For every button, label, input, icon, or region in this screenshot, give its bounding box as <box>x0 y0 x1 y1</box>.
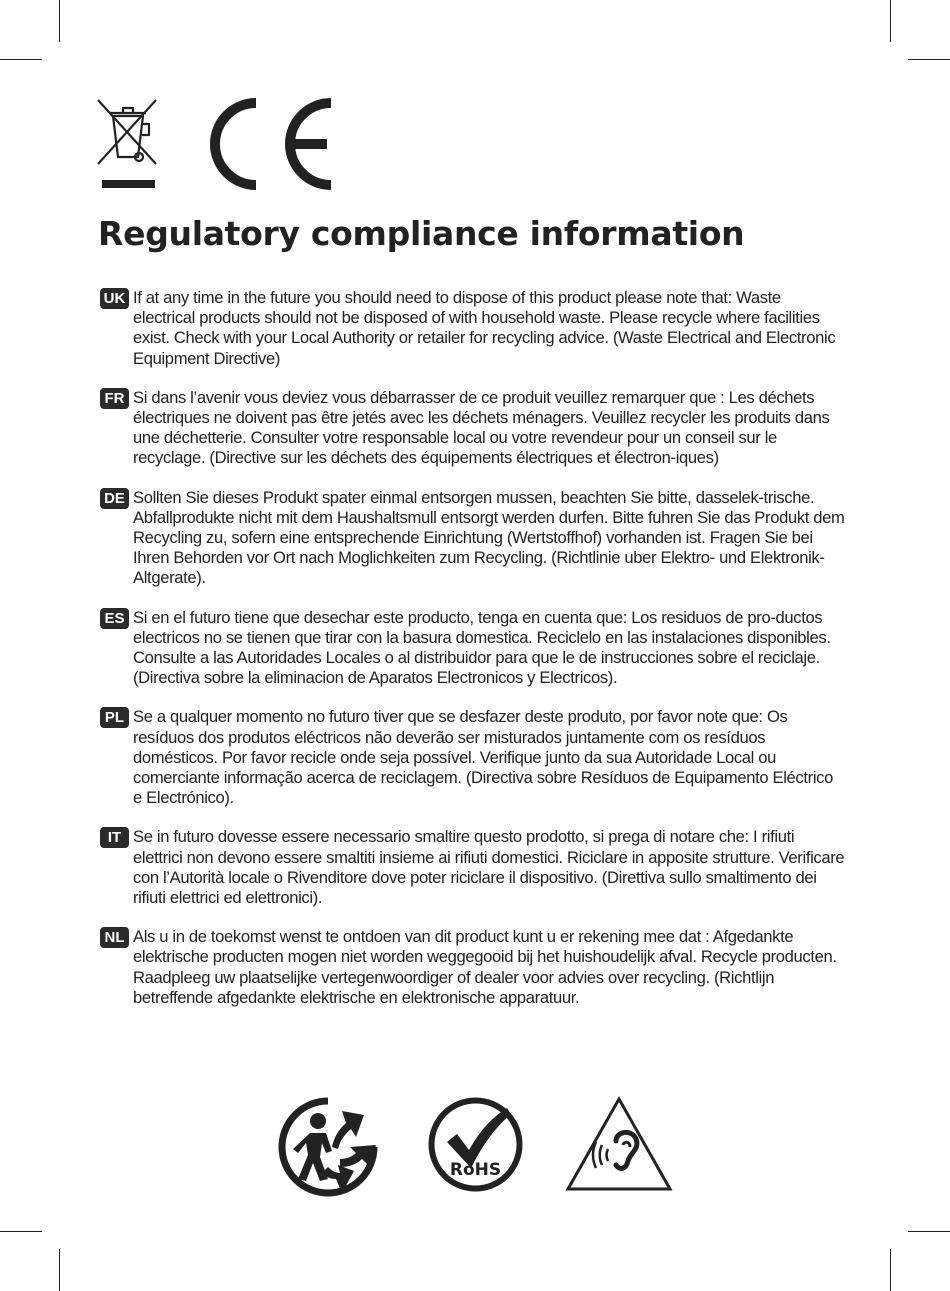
entry-pl <box>100 707 845 808</box>
entry-text: Si en el futuro tiene que desechar este producto, tenga en cuenta que: Los residuos de pro-ductos electricos no se tienen que tirar con la basura domestica. Reciclelo en las instalaciones disponibles. Consulte a las Autoridades Locales o al distribuidor para que le de instrucciones sobre el reciclaje. (Directiva sobre la eliminacion de Aparatos Electronicos y Electricos). <box>133 607 831 688</box>
language-badge: PL <box>100 707 129 728</box>
entry-fr <box>100 388 845 469</box>
entry-text: If at any time in the future you should need to dispose of this product please note that: Waste electrical products should not be disposed of with household waste. Please recycle where facilities exist. Check with your Local Authority or retailer for recycling advice. (Waste Electrical and Electronic Equipment Directive) <box>133 288 836 368</box>
language-badge: DE <box>100 488 129 509</box>
language-badge: FR <box>100 388 129 409</box>
crop-mark <box>0 59 42 60</box>
entry-de <box>100 488 845 589</box>
language-badge: NL <box>100 927 129 948</box>
entry-es <box>100 608 845 689</box>
compliance-entries <box>100 288 845 1027</box>
crop-mark <box>59 0 60 42</box>
entry-text: Als u in de toekomst wenst te ontdoen van dit product kunt u er rekening mee dat : Afgedankte elektrische producten mogen niet worden weggegooid bij het huishoudelijk afval. Recycle producten. Raadpleeg uw plaatselijke vertegenwoordiger of dealer voor advies over recycling. (Richtlijn betreffende afgedankte elektrische en elektronische apparatuur. <box>133 927 837 1007</box>
entry-it <box>100 827 845 908</box>
entry-text: Si dans l’avenir vous deviez vous débarrasser de ce produit veuillez remarquer que : Les déchets électriques ne doivent pas être jetés avec les déchets ménagers. Veuillez recycler les produits dans une déchetterie. Consulter votre responsable local ou votre revendeur pour un conseil sur le recyclage. (Directive sur les déchets des équipements électriques et électron-iques) <box>133 387 830 468</box>
crop-mark <box>890 1249 891 1291</box>
crop-mark <box>908 59 950 60</box>
entry-text: Se in futuro dovesse essere necessario smaltire questo prodotto, si prega di notare che: I rifiuti elettrici non devono essere smaltiti insieme ai rifiuti domestici. Riciclare in apposite strutture. Verificare con l’Autorità locale o Rivenditore dove poter riciclare il dispositivo. (Direttiva sullo smaltimento dei rifiuti elettrici ed elettronici). <box>133 827 845 908</box>
language-badge: IT <box>100 827 129 848</box>
certification-icons <box>0 1093 950 1203</box>
hearing-warning-icon <box>564 1095 674 1193</box>
crop-mark <box>0 1231 42 1232</box>
entry-nl <box>100 927 845 1008</box>
triman-recycling-icon <box>276 1095 380 1199</box>
page-title: Regulatory compliance information <box>98 214 745 253</box>
crop-mark <box>890 0 891 42</box>
rohs-label: RoHS <box>449 1160 502 1180</box>
crop-mark <box>908 1231 950 1232</box>
language-badge: ES <box>100 608 129 629</box>
crossed-out-wheelie-bin-icon <box>96 97 160 191</box>
crop-mark <box>59 1249 60 1291</box>
entry-text: Sollten Sie dieses Produkt spater einmal entsorgen mussen, beachten Sie bitte, dasselek-trische. Abfallprodukte nicht mit dem Haushaltsmull entsorgt werden durfen. Bitte fuhren Sie das Produkt dem Recycling zu, sofern eine entsprechende Einrichtung (Wertstoffhof) vorhanden ist. Fragen Sie bei Ihren Behorden vor Ort nach Moglichkeiten zum Recycling. (Richtlinie uber Elektro- und Elektronik-Altgerate). <box>133 487 845 588</box>
entry-uk <box>100 288 845 369</box>
rohs-icon <box>427 1096 524 1193</box>
ce-mark-icon <box>200 97 334 191</box>
entry-text: Se a qualquer momento no futuro tiver que se desfazer deste produto, por favor note que: Os resíduos dos produtos eléctricos não deverão ser misturados juntamente com os resíduos domésticos. Por favor recicle onde seja possível. Verifique junto da sua Autoridade Local ou comerciante informação acerca de reciclagem. (Directiva sobre Resíduos de Equipamento Eléctrico e Electrónico). <box>133 707 833 808</box>
language-badge: UK <box>100 288 129 309</box>
